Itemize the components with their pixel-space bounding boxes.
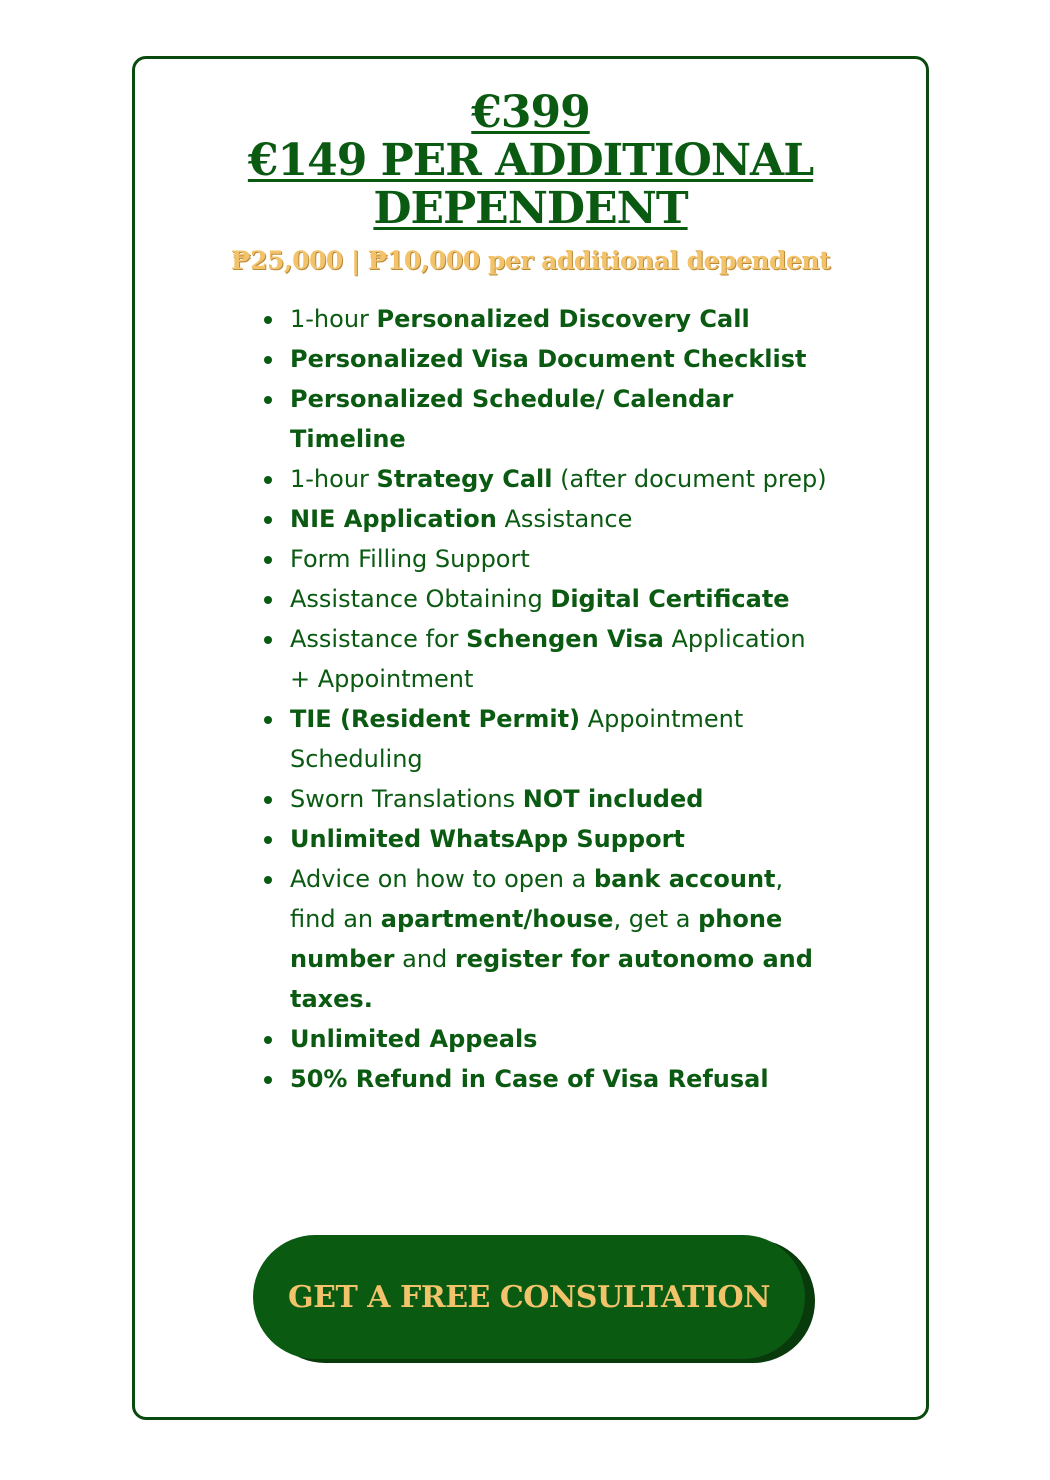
- bullet-icon: [264, 836, 272, 844]
- feature-text: Assistance: [496, 505, 633, 533]
- feature-item: [290, 859, 830, 1019]
- feature-bold-text: phone number: [290, 905, 783, 973]
- feature-text: Advice on how to open a: [290, 865, 594, 893]
- feature-bold-text: Schengen Visa: [466, 625, 664, 653]
- feature-item: [290, 379, 830, 459]
- feature-text: Sworn Translations: [290, 785, 523, 813]
- feature-bold-text: Unlimited WhatsApp Support: [290, 825, 685, 853]
- feature-bold-text: NIE Application: [290, 505, 497, 533]
- feature-item: [290, 819, 830, 859]
- bullet-icon: [264, 396, 272, 404]
- pricing-card: [132, 56, 929, 1420]
- bullet-icon: [264, 716, 272, 724]
- feature-bold-text: bank account: [593, 865, 776, 893]
- bullet-icon: [264, 876, 272, 884]
- feature-bold-text: Digital Certificate: [550, 585, 790, 613]
- feature-bold-text: register for autonomo and taxes.: [290, 945, 813, 1013]
- bullet-icon: [264, 636, 272, 644]
- bullet-icon: [264, 316, 272, 324]
- bullet-icon: [264, 596, 272, 604]
- price-additional-line1: €149 PER ADDITIONAL: [247, 135, 814, 186]
- feature-text: Assistance for: [290, 625, 467, 653]
- price-heading: [135, 89, 926, 233]
- bullet-icon: [264, 556, 272, 564]
- feature-text: and: [394, 945, 455, 973]
- feature-bold-text: Personalized Visa Document Checklist: [290, 345, 807, 373]
- feature-bold-text: TIE (Resident Permit): [290, 705, 581, 733]
- price-main: €399: [471, 87, 590, 138]
- feature-item: [290, 1059, 830, 1099]
- feature-text: Assistance Obtaining: [290, 585, 551, 613]
- feature-text: Form Filling Support: [290, 545, 530, 573]
- free-consultation-button[interactable]: GET A FREE CONSULTATION: [253, 1235, 805, 1359]
- feature-text: Application + Appointment: [290, 625, 806, 693]
- feature-text: (after document prep): [552, 465, 827, 493]
- feature-text: 1-hour: [290, 465, 377, 493]
- bullet-icon: [264, 1036, 272, 1044]
- bullet-icon: [264, 796, 272, 804]
- feature-bold-text: Personalized Schedule/ Calendar Timeline: [290, 385, 734, 453]
- feature-item: [290, 539, 830, 579]
- feature-text: Appointment Scheduling: [290, 705, 744, 773]
- feature-item: [290, 499, 830, 539]
- feature-text: , get a: [613, 905, 699, 933]
- bullet-icon: [264, 356, 272, 364]
- feature-item: [290, 699, 830, 779]
- feature-bold-text: Unlimited Appeals: [290, 1025, 538, 1053]
- bullet-icon: [264, 476, 272, 484]
- bullet-icon: [264, 516, 272, 524]
- feature-item: [290, 299, 830, 339]
- feature-item: [290, 1019, 830, 1059]
- feature-item: [290, 339, 830, 379]
- cta-container: [253, 1235, 815, 1363]
- feature-text: , find an: [290, 865, 784, 933]
- feature-item: [290, 459, 830, 499]
- feature-bold-text: NOT included: [522, 785, 704, 813]
- feature-bold-text: Strategy Call: [376, 465, 553, 493]
- feature-bold-text: apartment/house: [380, 905, 614, 933]
- feature-text: 1-hour: [290, 305, 377, 333]
- local-price: ₱25,000 | ₱10,000 per additional dependent: [230, 246, 831, 275]
- price-additional-line2: DEPENDENT: [373, 183, 688, 234]
- feature-item: [290, 779, 830, 819]
- bullet-icon: [264, 1076, 272, 1084]
- feature-bold-text: Personalized Discovery Call: [376, 305, 750, 333]
- feature-item: [290, 619, 830, 699]
- feature-list: [290, 299, 830, 1099]
- feature-item: [290, 579, 830, 619]
- feature-bold-text: 50% Refund in Case of Visa Refusal: [290, 1065, 769, 1093]
